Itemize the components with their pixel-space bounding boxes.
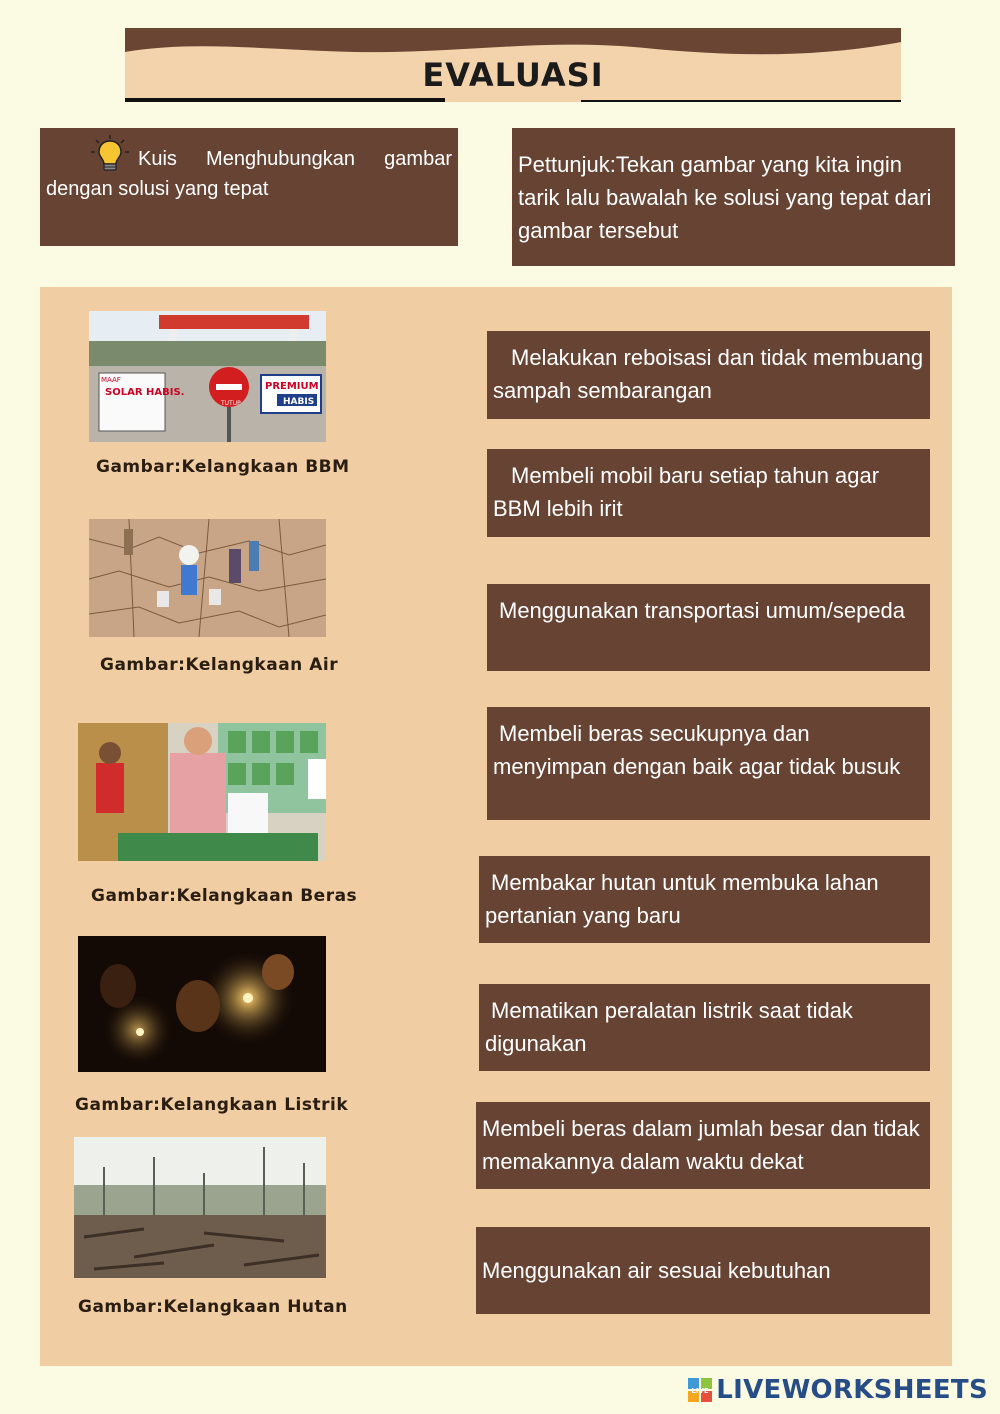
solution-text-3: Menggunakan transportasi umum/sepeda [499, 598, 906, 623]
caption-hutan: Gambar:Kelangkaan Hutan [78, 1297, 348, 1317]
hint-text: Pettunjuk:Tekan gambar yang kita ingin tarik lalu bawalah ke solusi yang tepat dari gambar tersebut [518, 152, 932, 243]
solution-card-7[interactable] [476, 1102, 930, 1189]
caption-air: Gambar:Kelangkaan Air [100, 655, 339, 675]
lightbulb-icon [90, 134, 130, 174]
caption-bbm: Gambar:Kelangkaan BBM [96, 457, 350, 477]
sign-tutup: TUTUP [221, 400, 241, 407]
sign-maaf: MAAF [101, 376, 121, 384]
logo-mark-text: LIVE [691, 1387, 709, 1395]
sign-solar-habis: SOLAR HABIS. [105, 387, 185, 398]
liveworksheets-logo[interactable] [688, 1374, 988, 1406]
electricity-shortage-photo[interactable] [78, 936, 326, 1072]
liveworksheets-mark-icon [688, 1378, 712, 1402]
solution-text-1: Melakukan reboisasi dan tidak membuang sampah sembarangan [493, 345, 924, 403]
sign-premium: PREMIUM [265, 381, 319, 392]
rice-shortage-photo[interactable] [78, 723, 326, 861]
solution-card-4[interactable] [487, 707, 930, 820]
solution-text-5: Membakar hutan untuk membuka lahan pertanian yang baru [485, 870, 879, 928]
fuel-shortage-photo[interactable] [89, 311, 326, 442]
solution-card-8[interactable] [476, 1227, 930, 1314]
solution-text-4: Membeli beras secukupnya dan menyimpan dengan baik agar tidak busuk [493, 721, 901, 779]
sign-habis: HABIS [283, 397, 315, 407]
water-shortage-photo[interactable] [89, 519, 326, 637]
solution-card-1[interactable] [487, 331, 930, 419]
deforestation-photo[interactable] [74, 1137, 326, 1278]
quiz-text: Kuis Menghubungkan gambar dengan solusi yang tepat [46, 148, 452, 200]
hint-box [512, 128, 955, 266]
solution-card-6[interactable] [479, 984, 930, 1071]
solution-card-5[interactable] [479, 856, 930, 943]
caption-beras: Gambar:Kelangkaan Beras [91, 886, 358, 906]
caption-listrik: Gambar:Kelangkaan Listrik [75, 1095, 349, 1115]
page-title: EVALUASI [422, 56, 604, 94]
solution-text-8: Menggunakan air sesuai kebutuhan [482, 1258, 831, 1283]
solution-text-7: Membeli beras dalam jumlah besar dan tidak memakannya dalam waktu dekat [482, 1116, 920, 1174]
solution-card-2[interactable] [487, 449, 930, 537]
solution-text-2: Membeli mobil baru setiap tahun agar BBM lebih irit [493, 463, 880, 521]
solution-text-6: Mematikan peralatan listrik saat tidak digunakan [485, 998, 853, 1056]
brand-name: LIVEWORKSHEETS [716, 1375, 988, 1405]
solution-card-3[interactable] [487, 584, 930, 671]
quiz-info-box [40, 128, 458, 246]
